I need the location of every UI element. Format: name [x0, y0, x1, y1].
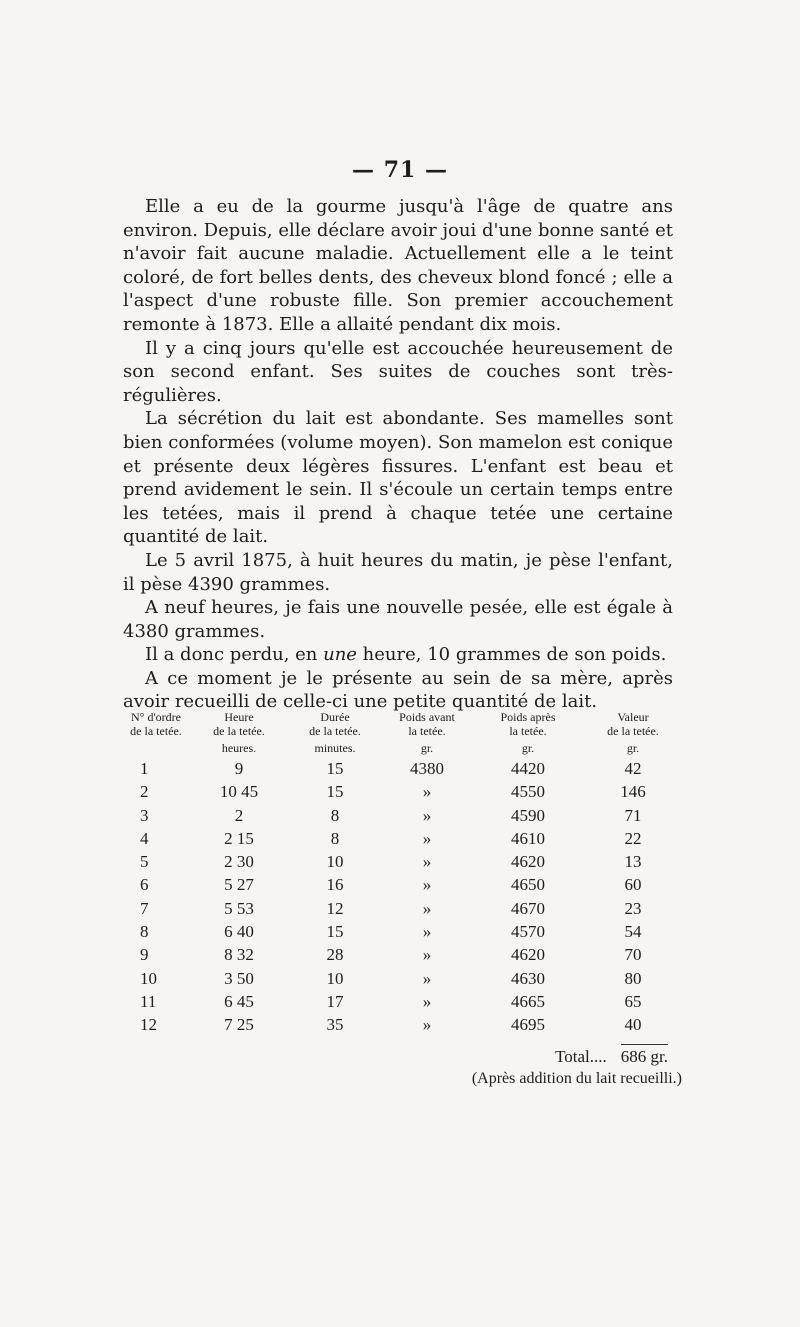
table-cell: 11: [140, 991, 157, 1011]
table-cell: 3: [140, 805, 149, 825]
table-cell: 4620: [511, 945, 545, 965]
header-line: de la tetée.: [607, 724, 659, 738]
table-cell: »: [422, 945, 432, 965]
table-row: [122, 990, 682, 1013]
table-cell: 40: [624, 1015, 642, 1035]
table-cell: »: [422, 805, 432, 825]
table-cell: 6 40: [224, 922, 254, 942]
total-note: (Après addition du lait recueilli.): [471, 1069, 682, 1087]
feeding-table: [122, 710, 682, 1090]
table-cell: 10: [326, 852, 344, 872]
table-cell: 23: [624, 898, 642, 918]
table-row: [122, 943, 682, 966]
header-line: de la tetée.: [130, 724, 182, 738]
table-cell: 15: [326, 759, 344, 778]
table-cell: 60: [624, 875, 642, 895]
total-value: 686 gr.: [621, 1044, 668, 1068]
table-cell: »: [422, 922, 432, 942]
table-cell: 2: [234, 805, 244, 825]
table-row: [122, 1013, 682, 1036]
table-cell: »: [422, 968, 432, 988]
unit-cell: gr.: [420, 741, 434, 755]
header-line: de la tetée.: [309, 724, 361, 738]
table-cell: 9: [140, 945, 149, 965]
unit-cell: gr.: [626, 741, 640, 755]
table-cell: 4380: [410, 759, 444, 778]
table-cell: 3 50: [224, 968, 254, 988]
paragraph-emphasis: une: [323, 644, 357, 666]
table-cell: »: [422, 828, 432, 848]
table-cell: »: [422, 898, 432, 918]
table-row: [122, 780, 682, 803]
table-cell: »: [422, 875, 432, 895]
header-line: Durée: [320, 710, 350, 724]
table-row: [122, 827, 682, 850]
paragraph: Le 5 avril 1875, à huit heures du matin, je pèse l'enfant, il pèse 4390 grammes.: [123, 549, 673, 595]
table-body: [122, 757, 682, 1037]
header-line: la tetée.: [408, 724, 446, 738]
header-weight-after: [472, 710, 584, 738]
table-cell: 4650: [511, 875, 545, 895]
table-cell: 54: [624, 922, 642, 942]
table-cell: 9: [234, 759, 244, 778]
table-cell: 2 15: [224, 828, 254, 848]
table-cell: 6 45: [224, 991, 254, 1011]
table-cell: 10 45: [219, 782, 259, 802]
paragraph: Elle a eu de la gourme jusqu'à l'âge de quatre ans environ. Depuis, elle déclare avoir joui d'une bonne santé et n'avoir fait aucune maladie. Actuellement elle a le teint coloré, de fort belles dents, des cheveux blond foncé ; elle a l'aspect d'une robuste fille. Son premier accouchement remonte à 1873. Elle a allaité pendant dix mois.: [123, 196, 673, 335]
table-cell: 22: [624, 828, 642, 848]
table-cell: 65: [624, 991, 642, 1011]
table-cell: 7: [140, 898, 149, 918]
table-cell: 70: [624, 945, 642, 965]
table-cell: 4670: [511, 898, 545, 918]
page-number: — 71 —: [352, 157, 448, 183]
table-cell: 15: [326, 922, 344, 942]
table-cell: 4590: [511, 805, 545, 825]
paragraph: La sécrétion du lait est abondante. Ses mamelles sont bien conformées (volume moyen). Son mamelon est conique et présente deux légères fissures. L'enfant est beau et prend avidement le sein. Il s'écoule un certain temps entre les tetées, mais il prend à chaque tetée une certaine quantité de lait.: [123, 408, 673, 548]
table-cell: 4630: [511, 968, 545, 988]
table-cell: 71: [624, 805, 642, 825]
table-cell: 2: [140, 782, 149, 802]
table-cell: »: [422, 782, 432, 802]
table-units-row: [122, 740, 682, 756]
paragraph: Il y a cinq jours qu'elle est accouchée heureusement de son second enfant. Ses suites de couches sont très-régulières.: [123, 337, 673, 406]
table-cell: 4610: [511, 828, 545, 848]
table-cell: 8: [330, 805, 340, 825]
header-line: Poids après: [500, 710, 556, 724]
table-cell: 10: [140, 968, 157, 988]
table-header-row: [122, 710, 682, 738]
unit-cell: heures.: [221, 741, 257, 755]
table-cell: 16: [326, 875, 344, 895]
unit-cell: minutes.: [314, 741, 356, 755]
table-cell: 4665: [511, 991, 545, 1011]
table-cell: 4: [140, 828, 149, 848]
table-cell: »: [422, 1015, 432, 1035]
header-line: Heure: [224, 710, 254, 724]
header-line: la tetée.: [509, 724, 547, 738]
paragraph-part: Il a donc perdu, en: [145, 644, 324, 666]
table-cell: 42: [624, 759, 642, 778]
table-cell: »: [422, 852, 432, 872]
total-label: Total....: [555, 1046, 607, 1066]
table-cell: 8: [140, 922, 149, 942]
header-line: Valeur: [617, 710, 649, 724]
table-cell: 5: [140, 852, 149, 872]
table-cell: 4420: [511, 759, 545, 778]
paragraph: [123, 643, 673, 667]
table-cell: 4550: [511, 782, 545, 802]
paragraph-part: heure, 10 grammes de son poids.: [356, 644, 667, 666]
table-cell: 15: [326, 782, 344, 802]
table-cell: 2 30: [224, 852, 254, 872]
table-row: [122, 873, 682, 896]
table-cell: 4620: [511, 852, 545, 872]
table-row: [122, 967, 682, 990]
table-cell: 6: [140, 875, 149, 895]
header-order: [122, 710, 190, 738]
table-cell: 80: [624, 968, 642, 988]
header-line: Poids avant: [399, 710, 455, 724]
header-duration: [288, 710, 382, 738]
unit-cell: gr.: [521, 741, 535, 755]
header-line: N° d'ordre: [131, 710, 181, 724]
table-row: [122, 897, 682, 920]
table-cell: 8 32: [224, 945, 254, 965]
table-cell: 1: [140, 759, 149, 778]
table-row: [122, 804, 682, 827]
header-weight-before: [382, 710, 472, 738]
table-row: [122, 757, 682, 780]
table-cell: 12: [326, 898, 344, 918]
unit-cell: [122, 740, 190, 756]
table-row: [122, 850, 682, 873]
table-cell: 146: [620, 782, 646, 802]
header-time: [190, 710, 288, 738]
table-cell: 28: [326, 945, 344, 965]
header-line: de la tetée.: [213, 724, 265, 738]
table-row: [122, 920, 682, 943]
table-cell: 5 53: [224, 898, 254, 918]
table-cell: 8: [330, 828, 340, 848]
table-cell: 35: [326, 1015, 344, 1035]
table-cell: 4695: [511, 1015, 545, 1035]
body-text: [123, 195, 673, 714]
table-cell: 4570: [511, 922, 545, 942]
table-cell: 12: [140, 1015, 157, 1035]
paragraph: A neuf heures, je fais une nouvelle pesée, elle est égale à 4380 grammes.: [123, 597, 673, 642]
table-cell: 13: [624, 852, 642, 872]
paragraph: A ce moment je le présente au sein de sa mère, après avoir recueilli de celle-ci une petite quantité de lait.: [123, 667, 673, 713]
table-cell: 17: [326, 991, 344, 1011]
table-cell: 7 25: [224, 1015, 254, 1035]
table-cell: 10: [326, 968, 344, 988]
total-line: [122, 1044, 682, 1068]
table-cell: 5 27: [224, 875, 254, 895]
header-value: [584, 710, 682, 738]
table-cell: »: [422, 991, 432, 1011]
